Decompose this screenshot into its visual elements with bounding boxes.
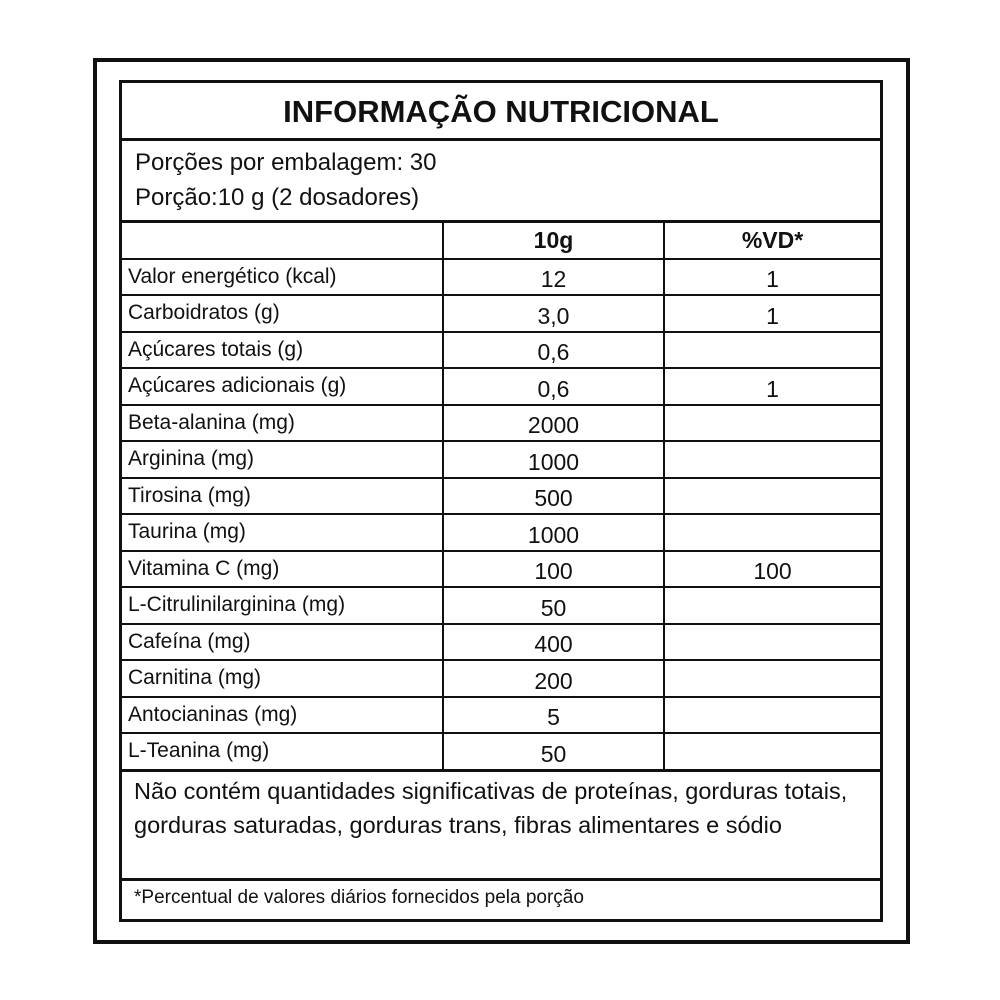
nutrient-name: Cafeína (mg) (122, 624, 443, 661)
table-row (122, 733, 880, 770)
table-row (122, 587, 880, 624)
not-significant-text: Não contém quantidades significativas de proteínas, gorduras totais, gorduras saturadas, gorduras trans, fibras alimentares e sódio (134, 778, 848, 838)
column-header-vd: %VD* (664, 223, 880, 259)
nutrient-amount: 2000 (443, 405, 664, 442)
nutrient-vd (664, 514, 880, 551)
nutrient-amount: 100 (443, 551, 664, 588)
column-header-nutrient (122, 223, 443, 259)
table-row (122, 624, 880, 661)
nutrient-name: Taurina (mg) (122, 514, 443, 551)
table-row (122, 259, 880, 296)
nutrient-vd: 1 (664, 368, 880, 405)
nutrient-vd (664, 660, 880, 697)
nutrient-name: Carnitina (mg) (122, 660, 443, 697)
nutrient-vd: 1 (664, 295, 880, 332)
nutrient-amount: 12 (443, 259, 664, 296)
nutrient-name: Carboidratos (g) (122, 295, 443, 332)
nutrient-amount: 3,0 (443, 295, 664, 332)
nutrient-amount: 0,6 (443, 368, 664, 405)
portion-size: Porção:10 g (2 dosadores) (135, 184, 420, 211)
table-header-row (122, 223, 880, 259)
nutrient-amount: 50 (443, 587, 664, 624)
nutrient-vd: 100 (664, 551, 880, 588)
nutrition-label (119, 80, 883, 922)
nutrient-vd (664, 441, 880, 478)
column-header-amount: 10g (443, 223, 664, 259)
nutrient-vd (664, 332, 880, 369)
nutrient-vd (664, 587, 880, 624)
table-row (122, 697, 880, 734)
table-row (122, 660, 880, 697)
nutrient-amount: 5 (443, 697, 664, 734)
nutrient-vd (664, 697, 880, 734)
nutrient-vd (664, 405, 880, 442)
nutrition-table (122, 223, 880, 772)
nutrient-amount: 500 (443, 478, 664, 515)
nutrient-vd (664, 733, 880, 770)
nutrient-vd (664, 478, 880, 515)
nutrient-name: L-Teanina (mg) (122, 733, 443, 770)
vd-footnote (122, 881, 880, 919)
nutrient-name: Açúcares totais (g) (122, 332, 443, 369)
nutrient-name: L-Citrulinilarginina (mg) (122, 587, 443, 624)
nutrient-vd (664, 624, 880, 661)
table-row (122, 514, 880, 551)
portions-per-package: Porções por embalagem: 30 (135, 149, 437, 176)
nutrient-amount: 1000 (443, 441, 664, 478)
table-row (122, 478, 880, 515)
nutrient-name: Tirosina (mg) (122, 478, 443, 515)
nutrient-amount: 400 (443, 624, 664, 661)
table-row (122, 551, 880, 588)
label-title: INFORMAÇÃO NUTRICIONAL (122, 83, 880, 141)
nutrient-amount: 1000 (443, 514, 664, 551)
nutrient-amount: 200 (443, 660, 664, 697)
not-significant-note (122, 770, 880, 881)
portion-info (122, 141, 880, 223)
nutrient-amount: 0,6 (443, 332, 664, 369)
nutrient-name: Vitamina C (mg) (122, 551, 443, 588)
vd-footnote-text: *Percentual de valores diários fornecidos pela porção (134, 887, 584, 908)
nutrient-name: Antocianinas (mg) (122, 697, 443, 734)
table-row (122, 441, 880, 478)
nutrient-name: Açúcares adicionais (g) (122, 368, 443, 405)
table-row (122, 368, 880, 405)
nutrient-vd: 1 (664, 259, 880, 296)
table-row (122, 295, 880, 332)
nutrient-name: Valor energético (kcal) (122, 259, 443, 296)
table-row (122, 405, 880, 442)
nutrient-name: Arginina (mg) (122, 441, 443, 478)
table-row (122, 332, 880, 369)
nutrient-amount: 50 (443, 733, 664, 770)
nutrient-name: Beta-alanina (mg) (122, 405, 443, 442)
